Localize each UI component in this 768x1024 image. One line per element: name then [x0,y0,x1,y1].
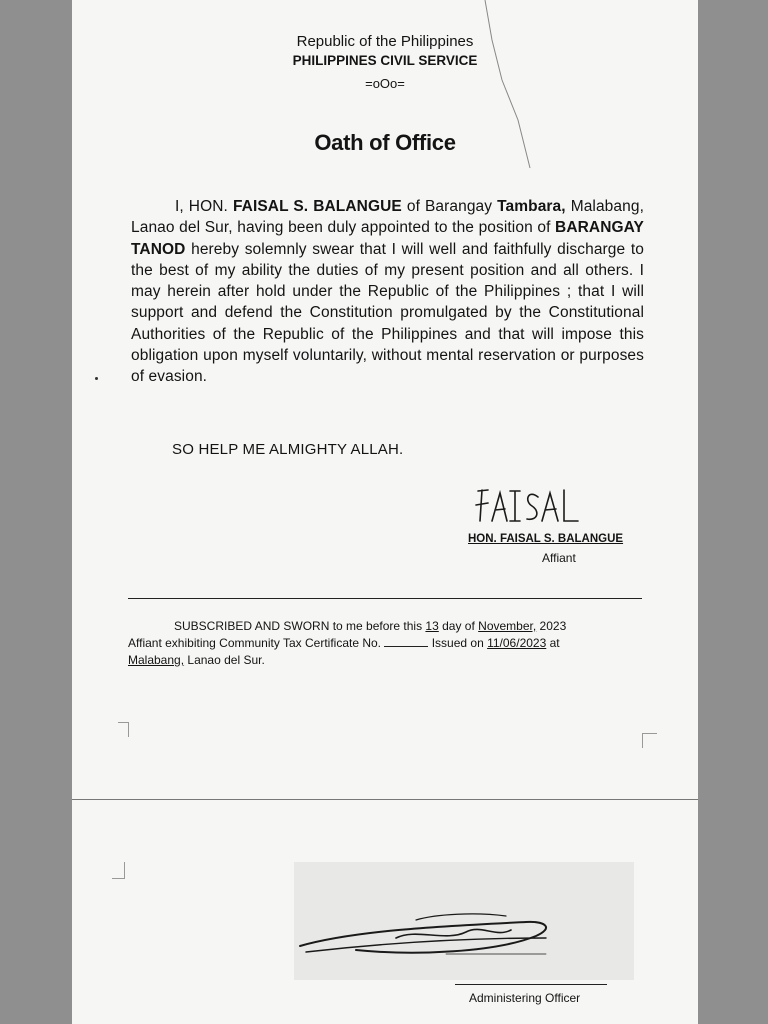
ctc-number-blank [384,636,428,647]
jurat-text-subscribed: SUBSCRIBED AND SWORN to me before this [174,619,423,633]
closing-line: SO HELP ME ALMIGHTY ALLAH. [172,441,404,458]
administering-officer-label: Administering Officer [469,991,581,1005]
affiant-label: Affiant [542,551,576,565]
jurat-year: 2023 [539,619,567,633]
jurat-paragraph [128,618,646,669]
oath-text-start: I, HON. [175,198,228,215]
barangay-name: Tambara, [497,198,566,215]
administering-officer-signature [296,908,558,962]
header-ornament: =oOo= [365,76,405,91]
crop-mark [642,733,657,748]
jurat-month: November, [478,619,537,633]
section-divider [128,598,642,599]
jurat-issued-date: 11/06/2023 [487,636,547,650]
jurat-text-at: at [549,636,560,650]
page-divider [72,799,698,800]
crop-mark [118,722,129,737]
header-republic: Republic of the Philippines [296,33,474,50]
document-title: Oath of Office [314,130,456,155]
officer-signature-line [455,984,607,985]
oath-text-body: hereby solemnly swear that I will well and faithfully discharge to the best of my ability the duties of my present position and all others. I may herein after hold under the Republic of the Philippines ; that I will support and defend the Constitution promulgated by the Constitutional Authorities of the Republic of the Philippines and that will impose this obligation upon myself voluntarily, without mental reservation or purposes of evasion. [131,240,644,386]
jurat-place-province: Lanao del Sur. [187,653,265,667]
position-title: BARANGAY TANOD [131,219,644,258]
oath-text-appointment: Malabang, Lanao del Sur, having been duly appointed to the position of [131,198,644,237]
oath-text-barangay-prefix: of Barangay [406,198,493,215]
crop-mark [112,862,125,879]
jurat-place-town: Malabang, [128,653,185,667]
affiant-name-inline: FAISAL S. BALANGUE [232,198,402,215]
jurat-text-issued: Issued on [431,636,484,650]
affiant-printed-name: HON. FAISAL S. BALANGUE [468,533,624,545]
jurat-text-ctc: Affiant exhibiting Community Tax Certificate No. [128,636,382,650]
affiant-signature [472,485,582,529]
jurat-text-day-of: day of [442,619,475,633]
jurat-day: 13 [425,619,439,633]
header-agency: PHILIPPINES CIVIL SERVICE [292,53,478,68]
scan-speck [95,377,98,380]
oath-paragraph [131,196,644,388]
